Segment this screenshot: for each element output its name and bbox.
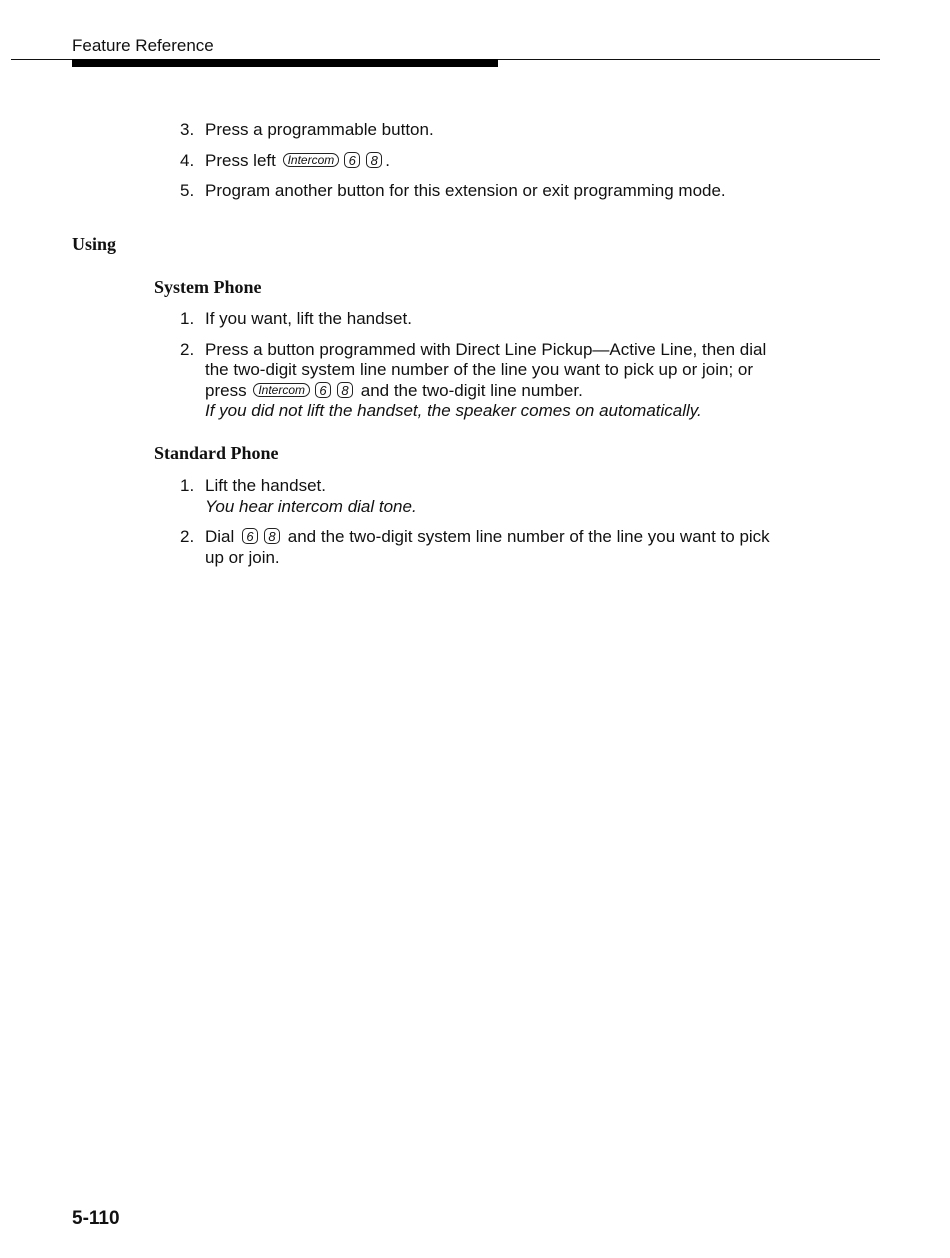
step-number: 2. bbox=[180, 527, 195, 546]
step-number: 3. bbox=[180, 120, 195, 139]
step-text: Program another button for this extension or exit programming mode. bbox=[205, 181, 726, 200]
list-item bbox=[180, 527, 780, 568]
page-number: 5-110 bbox=[72, 1208, 120, 1229]
list-item bbox=[180, 151, 780, 172]
digit-key-icon: 6 bbox=[344, 152, 360, 168]
step-text: Press a button programmed with Direct Line Pickup—Active Line, then dial the two-digit system line number of the line you want to pick up or join; or bbox=[205, 339, 767, 379]
step-text-after: and the two-digit line number. bbox=[360, 380, 583, 400]
digit-key-icon: 6 bbox=[315, 382, 331, 398]
step-text: Press left bbox=[205, 150, 276, 170]
header-rule-bar bbox=[72, 59, 498, 67]
step-number: 1. bbox=[180, 476, 195, 495]
digit-key-icon: 6 bbox=[242, 528, 258, 544]
step-note: You hear intercom dial tone. bbox=[205, 496, 417, 516]
digit-key-icon: 8 bbox=[337, 382, 353, 398]
step-text: Lift the handset. bbox=[205, 476, 326, 495]
step-number: 1. bbox=[180, 309, 195, 328]
list-item bbox=[180, 309, 780, 330]
intercom-key-icon: Intercom bbox=[283, 153, 340, 167]
intercom-key-icon: Intercom bbox=[253, 383, 310, 397]
step-text: Press a programmable button. bbox=[205, 120, 434, 139]
step-number: 4. bbox=[180, 150, 195, 170]
step-suffix: . bbox=[385, 150, 391, 170]
programming-steps bbox=[180, 120, 780, 202]
list-item bbox=[180, 476, 780, 517]
digit-key-icon: 8 bbox=[264, 528, 280, 544]
subheading-standard-phone: Standard Phone bbox=[154, 443, 279, 463]
list-item bbox=[180, 120, 780, 141]
digit-key-icon: 8 bbox=[366, 152, 382, 168]
list-item bbox=[180, 340, 780, 422]
step-text-press: press bbox=[205, 380, 247, 400]
step-text: If you want, lift the handset. bbox=[205, 309, 412, 328]
header-title: Feature Reference bbox=[72, 36, 214, 55]
step-number: 5. bbox=[180, 181, 195, 200]
step-text: Dial bbox=[205, 527, 235, 546]
step-text-after: and the two-digit system line number of the line you want to pick up or join. bbox=[205, 527, 770, 567]
list-item bbox=[180, 181, 780, 202]
section-heading-using: Using bbox=[72, 234, 117, 254]
subheading-system-phone: System Phone bbox=[154, 277, 262, 297]
standard-phone-steps bbox=[180, 476, 780, 568]
step-number: 2. bbox=[180, 339, 195, 359]
step-note: If you did not lift the handset, the speaker comes on automatically. bbox=[205, 401, 702, 420]
system-phone-steps bbox=[180, 309, 780, 422]
